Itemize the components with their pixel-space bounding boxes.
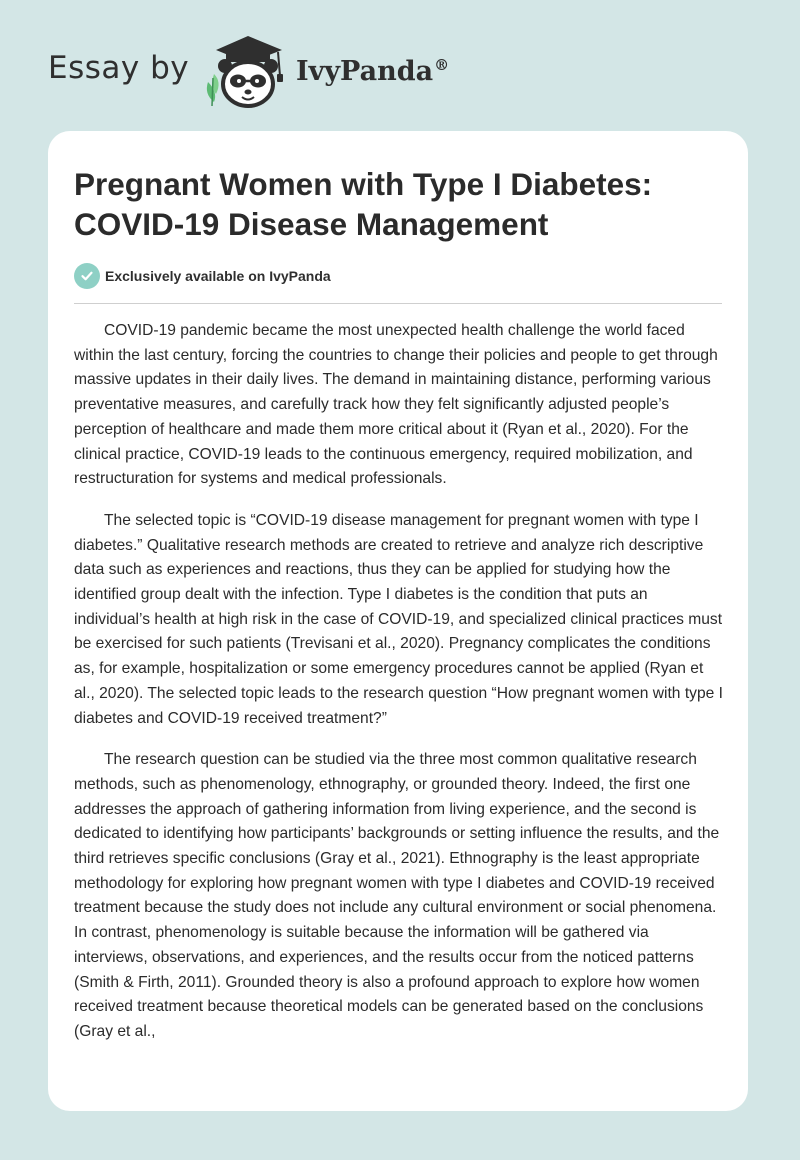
check-circle-icon: [74, 263, 100, 289]
paragraph: The research question can be studied via the three most common qualitative research methods, such as phenomenology, ethnography, or grounded theory. Indeed, the first one addresses the approach of gathering information from living experience, and the second is dedicated to identifying how participants’ backgrounds or setting influence the results, and the third retrieves specific conclusions (Gray et al., 2021). Ethnography is the least appropriate methodology for exploring how pregnant women with type I diabetes and COVID-19 received treatment because the study does not include any cultural environment or social phenomena. In contrast, phenomenology is suitable because the information will be gathered via interviews, observations, and experiences, and the results occur from the noticed patterns (Smith & Firth, 2011). Grounded theory is also a profound approach to explore how women received treatment because theoretical models can be generated based on the conclusions (Gray et al.,: [74, 751, 720, 1040]
essay-card: [48, 131, 748, 1111]
brand-name[interactable]: [296, 56, 449, 87]
exclusive-badge-label: Exclusively available on IvyPanda: [105, 268, 331, 284]
essay-by-label: Essay by: [48, 50, 190, 86]
paragraph: COVID-19 pandemic became the most unexpected health challenge the world faced within the last century, forcing the countries to change their policies and people to get through massive updates in their daily lives. The demand in maintaining distance, performing various preventative measures, and carefully track how they felt significantly adjusted people’s perception of healthcare and made them more critical about it (Ryan et al., 2020). For the clinical practice, COVID-19 leads to the continuous emergency, required mobilization, and restructuration for systems and medical professionals.: [74, 322, 718, 488]
paragraph: The selected topic is “COVID-19 disease management for pregnant women with type I diabetes.” Qualitative research methods are created to retrieve and analyze rich descriptive data such as experiences and reactions, thus they can be applied for studying how the identified group dealt with the infection. Type I diabetes is the condition that puts an individual’s health at high risk in the case of COVID-19, and specialized clinical practices must be exercised for such patients (Trevisani et al., 2020). Pregnancy complicates the conditions as, for example, hospitalization or some emergency procedures cannot be applied (Ryan et al., 2020). The selected topic leads to the research question “How pregnant women with type I diabetes and COVID-19 received treatment?”: [74, 511, 723, 727]
brand-label: IvyPanda: [296, 56, 434, 87]
exclusive-badge: [74, 263, 331, 289]
registered-mark: ®: [434, 56, 450, 74]
essay-title: Pregnant Women with Type I Diabetes: COVID-19 Disease Management: [74, 166, 653, 242]
site-header: [0, 0, 800, 130]
panda-graduate-logo-icon[interactable]: [200, 30, 292, 110]
essay-body: [74, 319, 724, 1062]
divider: [74, 303, 722, 304]
